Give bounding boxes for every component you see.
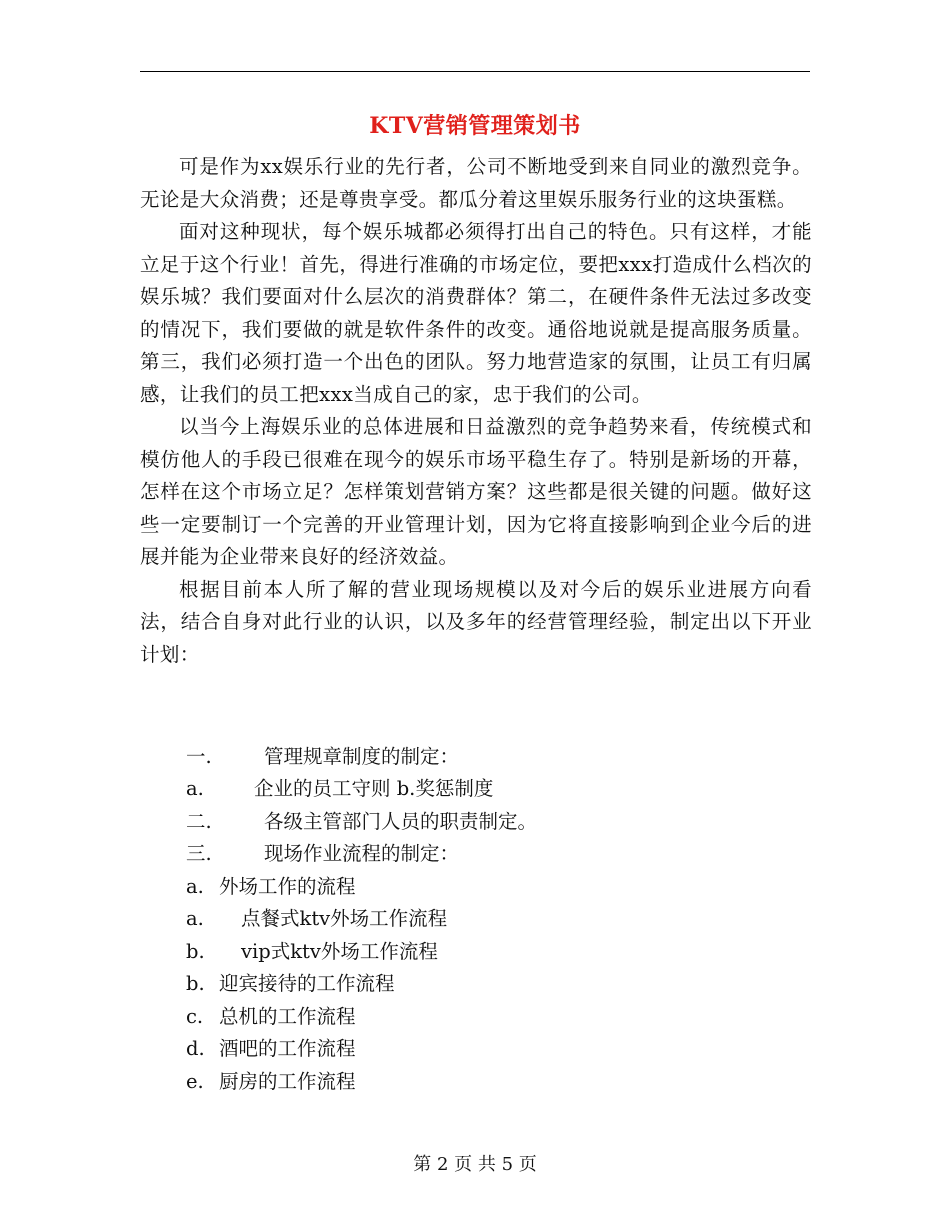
page-number: 第 2 页 共 5 页 <box>413 1154 537 1175</box>
list-item <box>186 838 459 871</box>
list-text: 点餐式ktv外场工作流程 <box>241 907 448 930</box>
list-marker: a. <box>186 777 204 800</box>
list-marker: d. <box>186 1037 205 1060</box>
list-text: 企业的员工守则 b.奖惩制度 <box>254 777 494 800</box>
list-marker: a. <box>186 875 204 898</box>
list-marker: 二. <box>186 810 212 833</box>
list-text: 外场工作的流程 <box>219 875 356 898</box>
list-item <box>186 773 493 806</box>
document-body <box>140 151 812 671</box>
list-marker: c. <box>186 1005 204 1028</box>
list-text: vip式ktv外场工作流程 <box>241 940 438 963</box>
list-item <box>186 968 395 1001</box>
list-item <box>186 936 438 969</box>
list-text: 各级主管部门人员的职责制定。 <box>264 810 538 833</box>
list-item <box>186 903 447 936</box>
list-text: 酒吧的工作流程 <box>219 1037 356 1060</box>
list-text: 现场作业流程的制定： <box>264 842 460 865</box>
list-item <box>186 741 459 774</box>
list-marker: a. <box>186 907 204 930</box>
list-item <box>186 1033 356 1066</box>
list-item <box>186 1066 356 1099</box>
list-marker: 三. <box>186 842 212 865</box>
paragraph-2: 面对这种现状，每个娱乐城都必须得打出自己的特色。只有这样，才能立足于这个行业！首先，得进行准确的市场定位，要把xxx打造成什么档次的娱乐城？我们要面对什么层次的消费群体？第二，在硬件条件无法过多改变的情况下，我们要做的就是软件条件的改变。通俗地说就是提高服务质量。第三，我们必须打造一个出色的团队。努力地营造家的氛围，让员工有归属感，让我们的员工把xxx当成自己的家，忠于我们的公司。 <box>140 220 812 406</box>
paragraph-4: 根据目前本人所了解的营业现场规模以及对今后的娱乐业进展方向看法，结合自身对此行业的认识，以及多年的经营管理经验，制定出以下开业计划： <box>140 577 812 666</box>
list-marker: e. <box>186 1070 204 1093</box>
document-title: KTV营销管理策划书 <box>369 113 581 139</box>
list-marker: 一. <box>186 745 212 768</box>
list-item <box>186 1001 356 1034</box>
list-text: 总机的工作流程 <box>219 1005 356 1028</box>
paragraph-3: 以当今上海娱乐业的总体进展和日益激烈的竞争趋势来看，传统模式和模仿他人的手段已很难在现今的娱乐市场平稳生存了。特别是新场的开幕，怎样在这个市场立足？怎样策划营销方案？这些都是很关键的问题。做好这些一定要制订一个完善的开业管理计划，因为它将直接影响到企业今后的进展并能为企业带来良好的经济效益。 <box>140 415 812 568</box>
paragraph-1: 可是作为xx娱乐行业的先行者，公司不断地受到来自同业的激烈竞争。无论是大众消费；还是尊贵享受。都瓜分着这里娱乐服务行业的这块蛋糕。 <box>140 155 812 211</box>
list-text: 迎宾接待的工作流程 <box>219 972 395 995</box>
list-marker: b. <box>186 972 205 995</box>
list-text: 管理规章制度的制定： <box>264 745 460 768</box>
list-item <box>186 806 537 839</box>
list-text: 厨房的工作流程 <box>219 1070 356 1093</box>
list-marker: b. <box>186 940 205 963</box>
list-item <box>186 871 356 904</box>
header-rule <box>140 71 810 72</box>
